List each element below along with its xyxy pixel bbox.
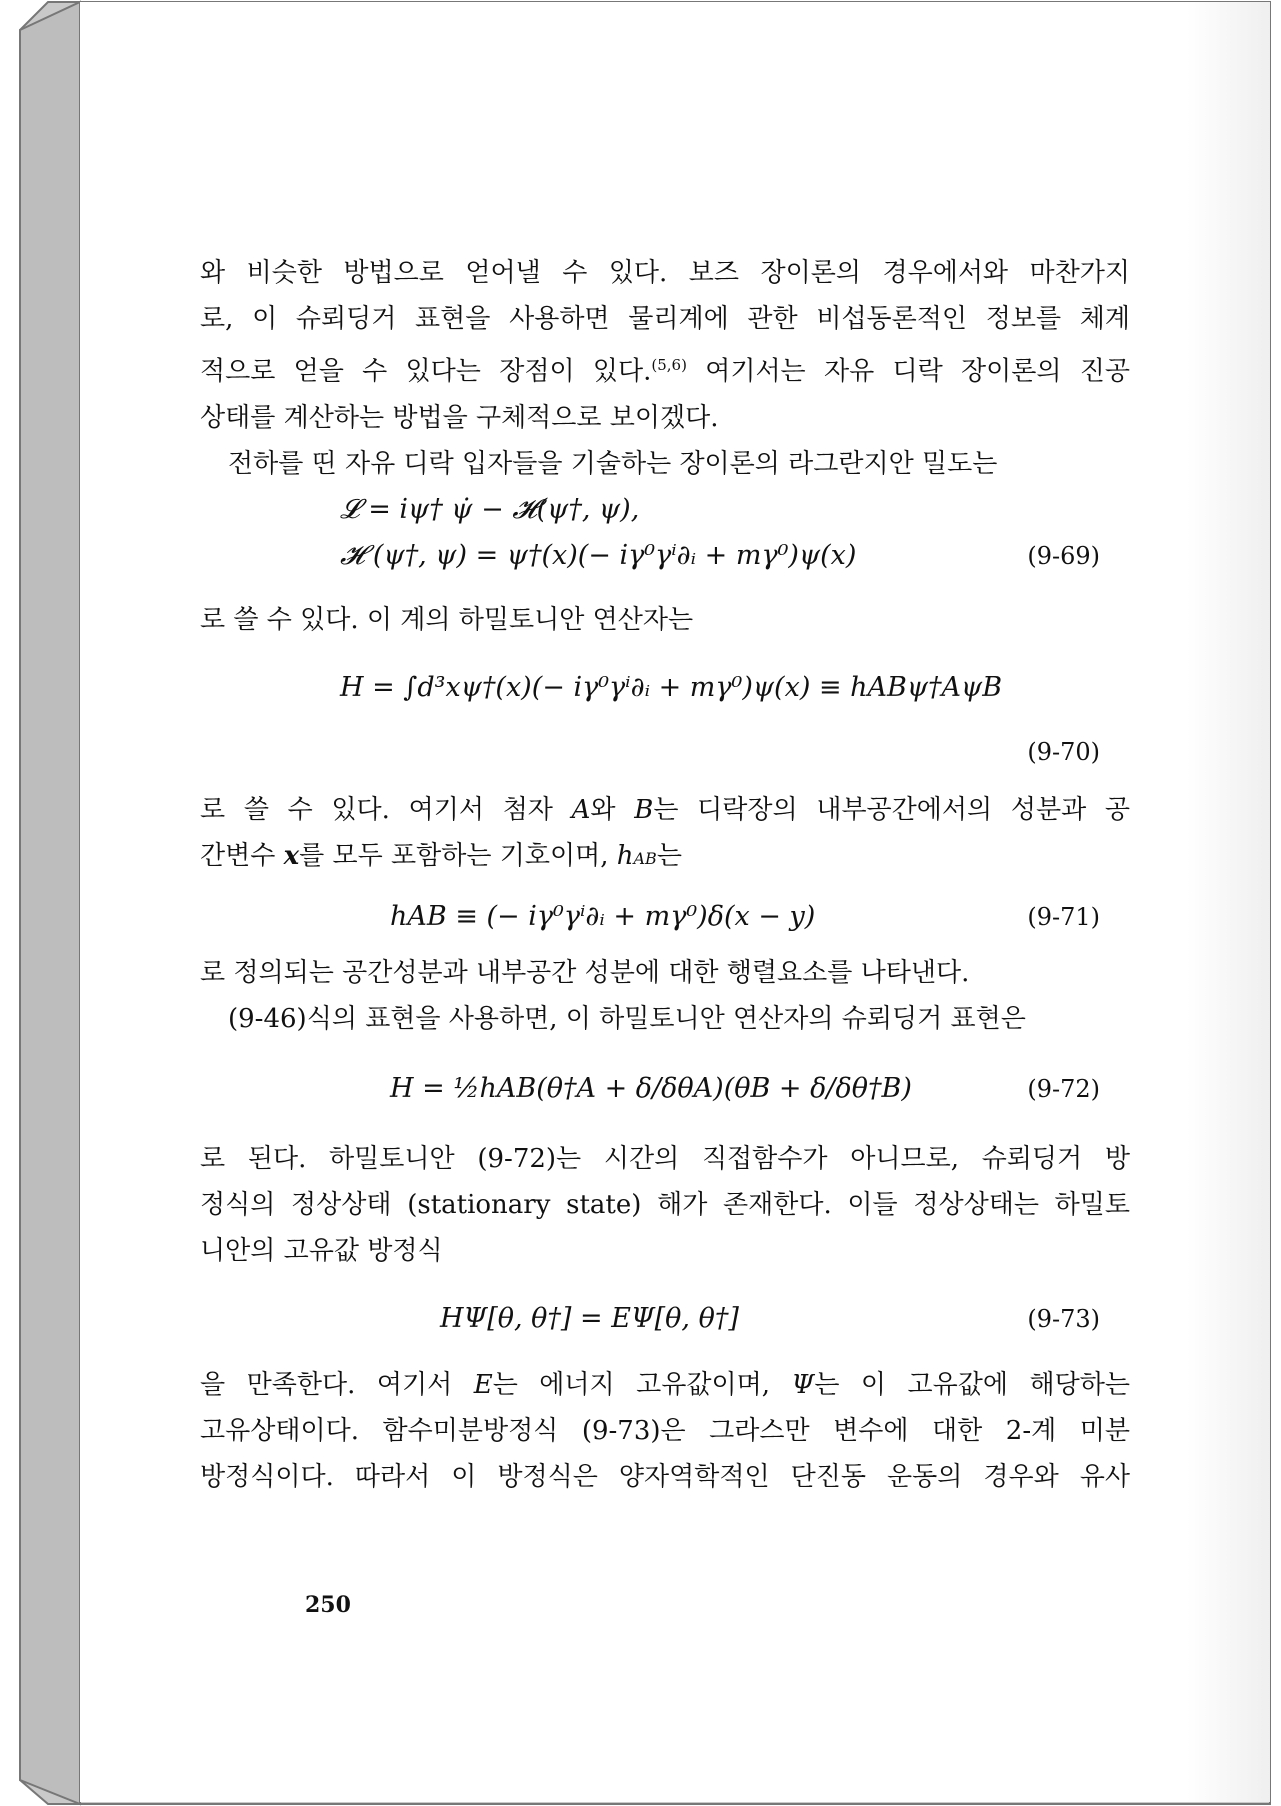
citation: (5,6) — [651, 356, 687, 374]
paragraph-1-line-1: 와 비슷한 방법으로 얻어낼 수 있다. 보즈 장이론의 경우에서와 마찬가지 — [200, 258, 1130, 288]
equation-number: (9-70) — [1027, 737, 1100, 766]
paragraph-8-line-3: 방정식이다. 따라서 이 방정식은 양자역학적인 단진동 운동의 경우와 유사 — [200, 1461, 1130, 1492]
paragraph-8-line-2: 고유상태이다. 함수미분방정식 (9-73)은 그라스만 변수에 대한 2-계 미분 — [200, 1415, 1130, 1446]
page-number: 250 — [305, 1592, 351, 1618]
paragraph-3: 로 쓸 수 있다. 이 계의 하밀토니안 연산자는 — [200, 604, 694, 635]
paragraph-8-line-1: 을 만족한다. 여기서 E는 에너지 고유값이며, Ψ는 이 고유값에 해당하는 — [200, 1369, 1130, 1400]
equation-9-70-number-row — [200, 729, 1130, 775]
equation-9-69-line-1: 𝓛 = iψ† ψ̇ − 𝓗(ψ†, ψ), — [340, 493, 640, 525]
paragraph-7-line-2: 정식의 정상상태 (stationary state) 해가 존재한다. 이들 정상상태는 하밀토 — [200, 1189, 1130, 1220]
equation-number: (9-69) — [1027, 541, 1100, 570]
equation-number: (9-73) — [1027, 1304, 1100, 1333]
equation-9-69-line-2: 𝓗 (ψ†, ψ) = ψ†(x)(− iγ⁰γⁱ∂ᵢ + mγ⁰)ψ(x) (9-69) — [200, 533, 1130, 579]
paragraph-4-line-1: 로 쓸 수 있다. 여기서 첨자 A와 B는 디락장의 내부공간에서의 성분과 공 — [200, 794, 1130, 825]
paragraph-1-line-4: 상태를 계산하는 방법을 구체적으로 보이겠다. — [200, 402, 719, 433]
equation-9-70: H = ∫d³xψ†(x)(− iγ⁰γⁱ∂ᵢ + mγ⁰)ψ(x) ≡ hABψ†AψB — [340, 671, 1003, 703]
paragraph-1-line-2: 로, 이 슈뢰딩거 표현을 사용하면 물리계에 관한 비섭동론적인 정보를 체계 — [200, 304, 1130, 334]
paragraph-5: 로 정의되는 공간성분과 내부공간 성분에 대한 행렬요소를 나타낸다. — [200, 957, 970, 988]
equation-9-71: hAB ≡ (− iγ⁰γⁱ∂ᵢ + mγ⁰)δ(x − y) (9-71) — [200, 894, 1130, 940]
paragraph-4-line-2: 간변수 x를 모두 포함하는 기호이며, hAB는 — [200, 840, 682, 871]
paragraph-7-line-3: 니안의 고유값 방정식 — [200, 1235, 443, 1266]
equation-9-72: H = ½hAB(θ†A + δ/δθA)(θB + δ/δθ†B) (9-72) — [200, 1066, 1130, 1112]
paragraph-2: 전하를 띤 자유 디락 입자들을 기술하는 장이론의 라그란지안 밀도는 — [228, 448, 998, 479]
paragraph-6: (9-46)식의 표현을 사용하면, 이 하밀토니안 연산자의 슈뢰딩거 표현은 — [228, 1003, 1026, 1034]
text-block — [200, 250, 1130, 1500]
equation-number: (9-72) — [1027, 1074, 1100, 1103]
paragraph-1-line-3: 적으로 얻을 수 있다는 장점이 있다.$^{(5,6)}$ 여기서는 자유 디락 장이론의 진공 — [200, 356, 1131, 387]
equation-9-73: HΨ[θ, θ†] = EΨ[θ, θ†] (9-73) — [200, 1296, 1130, 1342]
paragraph-7-line-1: 로 된다. 하밀토니안 (9-72)는 시간의 직접함수가 아니므로, 슈뢰딩거 방 — [200, 1143, 1130, 1174]
equation-number: (9-71) — [1027, 902, 1100, 931]
